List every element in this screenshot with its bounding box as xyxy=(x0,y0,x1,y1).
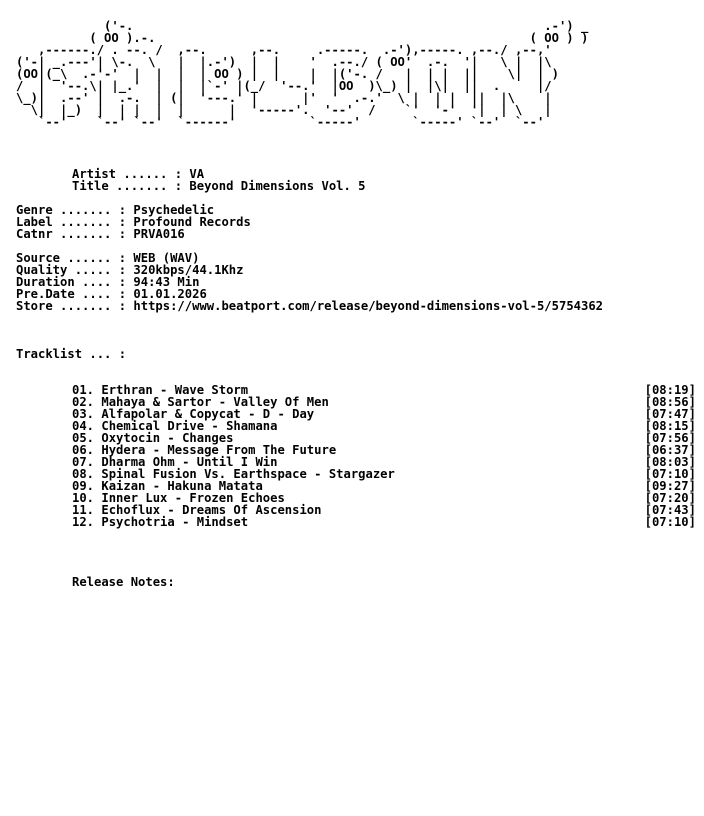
track-number: 11. xyxy=(72,503,95,517)
track-duration: [08:19] xyxy=(644,383,696,397)
track-title: Erthran - Wave Storm xyxy=(101,383,249,397)
predate-value: 01.01.2026 xyxy=(133,287,207,301)
track-title: Echoflux - Dreams Of Ascension xyxy=(101,503,322,517)
release-header xyxy=(16,168,696,192)
tracklist xyxy=(16,384,696,528)
tracklist-label: Tracklist ... : xyxy=(16,347,127,361)
track-title: Mahaya & Sartor - Valley Of Men xyxy=(101,395,329,409)
track-duration: [07:10] xyxy=(644,515,696,529)
track-number: 04. xyxy=(72,419,95,433)
duration-label: Duration .... : xyxy=(16,275,127,289)
release-info xyxy=(16,204,696,240)
tracklist-heading xyxy=(16,348,696,360)
track-duration: [09:27] xyxy=(644,479,696,493)
track-duration: [07:43] xyxy=(644,503,696,517)
track-number: 02. xyxy=(72,395,95,409)
genre-label: Genre ....... : xyxy=(16,203,127,217)
track-number: 01. xyxy=(72,383,95,397)
track-duration: [08:15] xyxy=(644,419,696,433)
track-duration: [07:10] xyxy=(644,467,696,481)
track-duration: [07:56] xyxy=(644,431,696,445)
source-info xyxy=(16,252,696,312)
track-duration: [07:20] xyxy=(644,491,696,505)
catnr-label: Catnr ....... : xyxy=(16,227,127,241)
genre-value: Psychedelic xyxy=(133,203,215,217)
title-label: Title ....... : xyxy=(72,179,183,193)
track-title: Kaizan - Hakuna Matata xyxy=(101,479,263,493)
track-duration: [08:56] xyxy=(644,395,696,409)
track-number: 08. xyxy=(72,467,95,481)
track-number: 05. xyxy=(72,431,95,445)
track-number: 07. xyxy=(72,455,95,469)
track-title: Psychotria - Mindset xyxy=(101,515,249,529)
track-number: 03. xyxy=(72,407,95,421)
track-title: Oxytocin - Changes xyxy=(101,431,234,445)
track-title: Spinal Fusion Vs. Earthspace - Stargazer xyxy=(101,467,395,481)
predate-label: Pre.Date .... : xyxy=(16,287,127,301)
title-row xyxy=(16,180,696,192)
track-row xyxy=(16,516,696,528)
release-notes-label: Release Notes: xyxy=(72,575,175,589)
track-title: Chemical Drive - Shamana xyxy=(101,419,278,433)
record-label-value: Profound Records xyxy=(133,215,251,229)
store-label: Store ....... : xyxy=(16,299,127,313)
artist-value: VA xyxy=(189,167,205,181)
title-value: Beyond Dimensions Vol. 5 xyxy=(189,179,366,193)
source-label: Source ...... : xyxy=(16,251,127,265)
store-row xyxy=(16,300,696,312)
quality-value: 320kbps/44.1Khz xyxy=(133,263,244,277)
track-duration: [06:37] xyxy=(644,443,696,457)
record-label-label: Label ....... : xyxy=(16,215,127,229)
duration-value: 94:43 Min xyxy=(133,275,200,289)
artist-label: Artist ...... : xyxy=(72,167,183,181)
track-number: 10. xyxy=(72,491,95,505)
source-value: WEB (WAV) xyxy=(133,251,200,265)
track-duration: [07:47] xyxy=(644,407,696,421)
falcon-ascii-logo: ('-. .-') _ ( OO ).-. ( OO ) ) ,------./ . --. / ,--. ,--. .-----. .-'),-----. ,--./ ,--,' ('-| _.---'| \-. \ | |.-') | | ' .--./ ( OO' .-. '| \ | |\ (OO|(_\ .-'-' | | | | OO ) | | | |('-. / | | | || \| | ) / | '--.\| |_.' | | |`-' |(_/ '--.' |OO )\_) | |\| || . |/ \_)| .--' | .-. | (| '---.' | |' ' .-.' \ | | | || |\ | \| |_) | | | | | | '-----'. '--' / `' '-' '| | \ | `--' `--' `--' `------' `-----' `-----' `--' `--' xyxy=(16,19,589,129)
track-title: Hydera - Message From The Future xyxy=(101,443,337,457)
store-url[interactable]: https://www.beatport.com/release/beyond-dimensions-vol-5/5754362 xyxy=(133,299,604,313)
quality-label: Quality ..... : xyxy=(16,263,127,277)
track-number: 12. xyxy=(72,515,95,529)
track-title: Alfapolar & Copycat - D - Day xyxy=(101,407,315,421)
track-number: 09. xyxy=(72,479,95,493)
track-duration: [08:03] xyxy=(644,455,696,469)
release-notes-section xyxy=(16,576,696,588)
track-title: Inner Lux - Frozen Echoes xyxy=(101,491,285,505)
catnr-row xyxy=(16,228,696,240)
catnr-value: PRVA016 xyxy=(133,227,185,241)
track-title: Dharma Ohm - Until I Win xyxy=(101,455,278,469)
track-number: 06. xyxy=(72,443,95,457)
